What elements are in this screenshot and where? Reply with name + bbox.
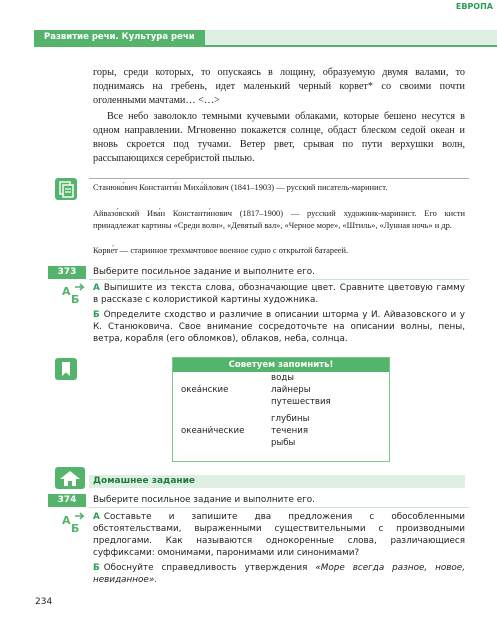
task-373-b — [93, 309, 465, 345]
task-374-b — [93, 562, 465, 586]
option-b-quote: «Море всегда разное, новое, невиданное». — [93, 563, 466, 585]
option-a-text: Составьте и запишите два предложения с обособленными обстоятельствами, выраженными существительными с производными предлогами. Как называются однокоренные слова, различающиеся суффиксами: омонимами, паронимами или синонимами? — [93, 512, 465, 558]
story-paragraph-2: Все небо заволокло темными кучевыми облаками, которые бешено несутся в одном направлении. Мгновенно покажется солнце, обдаст блеском седой океан и вновь скроется под тучами. Ветер рвет, срывая по пути верхушки волн, рассыпающихся серебристой пылью. — [93, 111, 465, 164]
page-number: 234 — [35, 597, 53, 607]
separator — [89, 178, 469, 179]
section-header — [34, 30, 497, 45]
option-a-label: А — [93, 283, 100, 293]
task-374-intro: Выберите посильное задание и выполните его. — [93, 495, 315, 505]
svg-text:Б: Б — [71, 522, 80, 534]
remember-item: глубины — [271, 414, 310, 424]
remember-item: путешествия — [271, 397, 331, 407]
option-b-text: Обоснуйте справедливость утверждения — [103, 563, 308, 573]
abc-icon — [62, 512, 84, 534]
remember-word-2: океани́ческие — [181, 426, 245, 436]
task-number-373: 373 — [48, 266, 86, 279]
task-rule — [89, 507, 469, 508]
task-373-intro: Выберите посильное задание и выполните его. — [93, 267, 315, 277]
task-number-374: 374 — [48, 494, 86, 507]
home-icon — [55, 467, 85, 489]
option-b-label: Б — [93, 310, 100, 320]
dictionary-icon — [55, 178, 77, 200]
task-374-a — [93, 511, 465, 559]
remember-item: рыбы — [271, 438, 296, 448]
abc-icon — [62, 283, 84, 305]
bookmark-icon — [55, 358, 77, 380]
remember-item: воды — [271, 373, 295, 383]
option-a-text: Выпишите из текста слова, обозначающие цвет. Сравните цветовую гамму в рассказе с колористикой картины художника. — [93, 283, 465, 305]
option-a-label: А — [93, 512, 100, 522]
homework-title: Домашнее задание — [93, 476, 196, 486]
publisher-logo: ЕВРОПА — [455, 2, 493, 11]
note-stanyukovich: Станюко́вич Константи́н Миха́йлович (1841–1903) — русский писатель-маринист. — [93, 183, 388, 192]
story-paragraph-1: горы, среди которых, то опускаясь в лощину, образуемую двумя валами, то поднимаясь на гребень, идет маленький черный корвет* со своими почти оголенными мачтами… <…> — [93, 67, 465, 106]
svg-text:А: А — [62, 285, 71, 298]
option-b-label: Б — [93, 563, 100, 573]
remember-title: Советуем запомнить! — [173, 358, 389, 372]
note-korvet: Корве́т — старинное трехмачтовое военное судно с открытой батареей. — [93, 246, 349, 255]
option-b-text: Определите сходство и различие в описании шторма у И. Айвазовского и у К. Станюковича. Свое внимание сосредоточьте на описании волны, пены, ветра, корабля (его обломков), облаков, неба, солнца. — [93, 310, 465, 344]
svg-text:Б: Б — [71, 293, 80, 305]
remember-word-1: океа́нские — [181, 385, 229, 395]
header-rule — [34, 45, 497, 47]
svg-text:А: А — [62, 514, 71, 527]
remember-box — [172, 357, 390, 462]
section-title: Развитие речи. Культура речи — [34, 30, 205, 45]
task-rule — [89, 279, 469, 280]
note-aivazovsky: Айвазо́вский Ива́н Константи́нович (1817–1900) — русский художник-маринист. Его кисти принадлежат картины «Среди волн», «Девятый вал», «Черное море», «Штиль», «Лунная ночь» и др. — [93, 209, 465, 230]
remember-item: лайнеры — [271, 385, 311, 395]
task-373-a — [93, 282, 465, 306]
remember-item: течения — [271, 426, 309, 436]
